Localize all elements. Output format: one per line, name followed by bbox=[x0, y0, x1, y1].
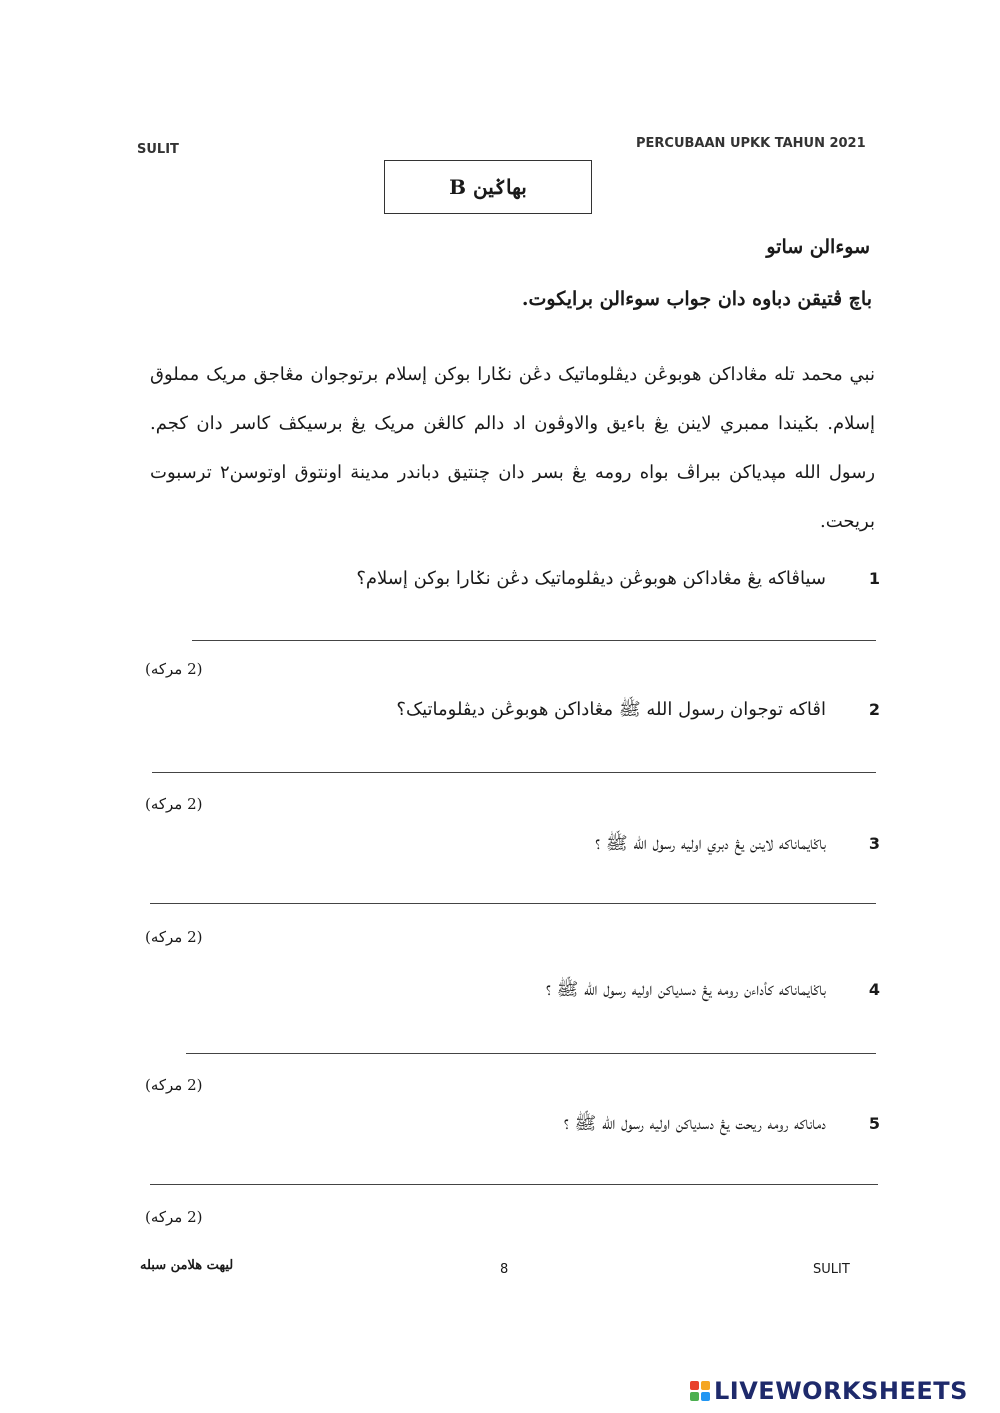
answer-line-2[interactable] bbox=[152, 772, 876, 773]
question-4 bbox=[160, 978, 880, 1004]
marks-2: (2 مرکه) bbox=[145, 795, 203, 813]
question-5 bbox=[160, 1112, 880, 1138]
marks-5: (2 مرکه) bbox=[145, 1208, 203, 1226]
answer-line-5[interactable] bbox=[150, 1184, 878, 1185]
page-number: 8 bbox=[500, 1262, 509, 1277]
header-exam-title: PERCUBAAN UPKK TAHUN 2021 bbox=[636, 136, 866, 151]
answer-line-3[interactable] bbox=[150, 903, 876, 904]
question-2 bbox=[160, 698, 880, 724]
marks-3: (2 مرکه) bbox=[145, 928, 203, 946]
question-text: باݢايماناکه لاينن يڠ دبري اوليه رسول الله ﷺ ؟ bbox=[595, 833, 826, 854]
marks-4: (2 مرکه) bbox=[145, 1076, 203, 1094]
question-number: 2 bbox=[868, 700, 880, 719]
question-text: اڤاکه توجوان رسول الله ﷺ مڠاداکن هوبوڠن ديڤلوماتيک؟ bbox=[396, 699, 826, 720]
section-title-box: بهاݢين B bbox=[384, 160, 592, 214]
liveworksheets-logo-icon bbox=[690, 1381, 710, 1401]
answer-line-4[interactable] bbox=[186, 1053, 876, 1054]
answer-line-1[interactable] bbox=[192, 640, 876, 641]
question-heading: سوءالن ساتو bbox=[766, 236, 870, 258]
brand-text: LIVEWORKSHEETS bbox=[714, 1377, 968, 1405]
question-number: 5 bbox=[868, 1114, 880, 1133]
footer-sulit: SULIT bbox=[813, 1262, 850, 1277]
question-text: دماناکه رومه ريحت يڠ دسدياکن اوليه رسول الله ﷺ ؟ bbox=[563, 1113, 826, 1134]
question-1 bbox=[160, 568, 880, 589]
header-sulit: SULIT bbox=[137, 142, 179, 157]
liveworksheets-logo bbox=[690, 1376, 968, 1406]
question-number: 4 bbox=[868, 980, 880, 999]
marks-1: (2 مرکه) bbox=[145, 660, 203, 678]
question-number: 3 bbox=[868, 834, 880, 853]
question-text: سياڤاکه يڠ مڠاداکن هوبوڠن ديڤلوماتيک دڠن نݢارا بوکن إسلام؟ bbox=[356, 568, 826, 589]
question-text: باݢايماناکه کأداءن رومه يڠ دسدياکن اوليه رسول الله ﷺ ؟ bbox=[545, 979, 826, 1000]
passage: نبي محمد تله مڠاداكن هوبوڠن ديڤلوماتيک دڠن نݢارا بوکن إسلام برتوجوان مڠاجق مريک مملوق إسلام. بݢيندا ممبري لاينن يڠ باءيق والاوڤون اد دالم کالڠن مريک يڠ برسيکڤ کاسر دان کجم. رسول الله مپدياکن ببراڤ بواه رومه يڠ بسر دان چنتيق دباندر مدينة اونتوق اوتوسن٢ ترسبوت بريحت. bbox=[150, 364, 876, 532]
instruction: باچ ڤتيقن دباوه دان جواب سوءالن برايكوت. bbox=[521, 288, 872, 310]
footer-next-page: ليهت هلامن سبله bbox=[140, 1258, 234, 1273]
question-number: 1 bbox=[868, 569, 880, 588]
question-3 bbox=[160, 832, 880, 858]
